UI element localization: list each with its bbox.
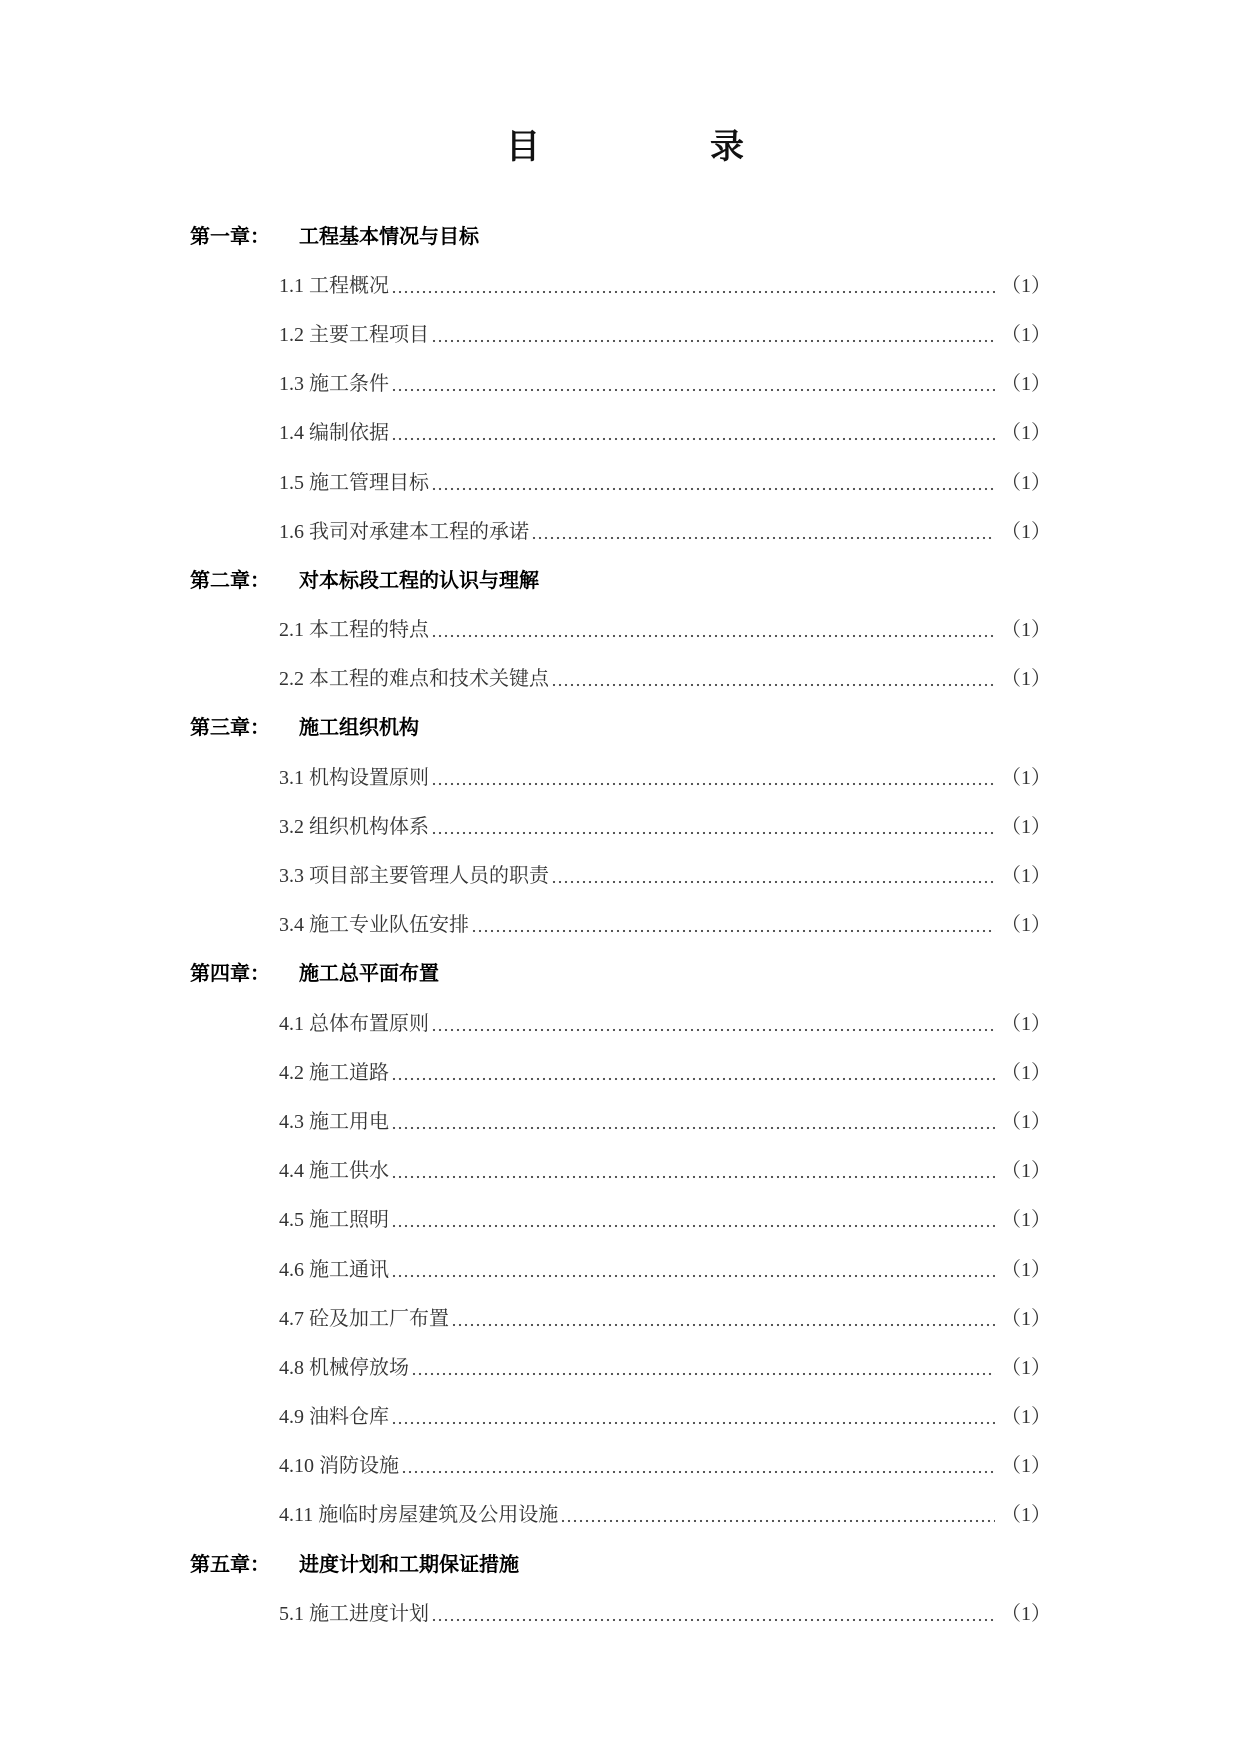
page-title bbox=[506, 127, 744, 167]
toc-entry bbox=[279, 901, 1051, 950]
dot-leader bbox=[391, 1224, 995, 1228]
toc-entry bbox=[279, 360, 1051, 409]
dot-leader bbox=[551, 880, 995, 884]
page-title-char: 目 bbox=[506, 128, 540, 166]
toc-entry bbox=[279, 261, 1051, 310]
toc-entry bbox=[279, 1393, 1051, 1442]
toc-entry bbox=[279, 310, 1051, 359]
toc-entry bbox=[279, 851, 1051, 900]
page-number: （1） bbox=[1001, 1258, 1051, 1281]
entry-title: 4.11 施临时房屋建筑及公用设施 bbox=[279, 1504, 559, 1527]
dot-leader bbox=[391, 388, 995, 392]
entry-title: 3.1 机构设置原则 bbox=[279, 766, 429, 789]
toc-entry bbox=[279, 1196, 1051, 1245]
page-number: （1） bbox=[1001, 619, 1051, 642]
entry-title: 4.6 施工通讯 bbox=[279, 1258, 389, 1281]
page-number: （1） bbox=[1001, 1356, 1051, 1379]
dot-leader bbox=[391, 1175, 995, 1179]
page-number: （1） bbox=[1001, 1209, 1051, 1232]
dot-leader bbox=[391, 437, 995, 441]
chapter-label: 第二章： bbox=[190, 569, 270, 592]
page-number: （1） bbox=[1001, 520, 1051, 543]
dot-leader bbox=[411, 1372, 995, 1376]
entry-title: 3.3 项目部主要管理人员的职责 bbox=[279, 865, 549, 888]
dot-leader bbox=[531, 536, 995, 540]
entry-title: 4.2 施工道路 bbox=[279, 1061, 389, 1084]
chapter-label: 第五章： bbox=[190, 1553, 270, 1576]
dot-leader bbox=[391, 1274, 995, 1278]
toc-entry bbox=[279, 999, 1051, 1048]
entry-title: 4.8 机械停放场 bbox=[279, 1356, 409, 1379]
toc-chapter-heading bbox=[190, 556, 1050, 605]
page-number: （1） bbox=[1001, 471, 1051, 494]
page-number: （1） bbox=[1001, 373, 1051, 396]
page-number: （1） bbox=[1001, 914, 1051, 937]
toc-entry bbox=[279, 458, 1051, 507]
page-number: （1） bbox=[1001, 1504, 1051, 1527]
toc-entry bbox=[279, 1491, 1051, 1540]
chapter-label: 第一章： bbox=[190, 225, 270, 248]
dot-leader bbox=[431, 487, 995, 491]
toc-entry bbox=[279, 1097, 1051, 1146]
toc-chapter-heading bbox=[190, 704, 1050, 753]
chapter-label: 第三章： bbox=[190, 717, 270, 740]
dot-leader bbox=[391, 1126, 995, 1130]
chapter-title: 工程基本情况与目标 bbox=[299, 225, 479, 248]
page-number: （1） bbox=[1001, 323, 1051, 346]
page-number: （1） bbox=[1001, 1160, 1051, 1183]
page-number: （1） bbox=[1001, 815, 1051, 838]
entry-title: 1.1 工程概况 bbox=[279, 274, 389, 297]
dot-leader bbox=[431, 339, 995, 343]
dot-leader bbox=[551, 683, 995, 687]
dot-leader bbox=[391, 1077, 995, 1081]
entry-title: 3.2 组织机构体系 bbox=[279, 815, 429, 838]
page-number: （1） bbox=[1001, 1602, 1051, 1625]
entry-title: 4.10 消防设施 bbox=[279, 1455, 399, 1478]
page-number: （1） bbox=[1001, 1307, 1051, 1330]
entry-title: 4.4 施工供水 bbox=[279, 1160, 389, 1183]
toc-entry bbox=[279, 655, 1051, 704]
toc-entry bbox=[279, 1245, 1051, 1294]
page-number: （1） bbox=[1001, 274, 1051, 297]
page-number: （1） bbox=[1001, 1455, 1051, 1478]
toc-chapter-heading bbox=[190, 212, 1050, 261]
chapter-title: 对本标段工程的认识与理解 bbox=[299, 569, 539, 592]
dot-leader bbox=[431, 831, 995, 835]
entry-title: 1.6 我司对承建本工程的承诺 bbox=[279, 520, 529, 543]
toc-entry bbox=[279, 802, 1051, 851]
dot-leader bbox=[451, 1323, 995, 1327]
page-number: （1） bbox=[1001, 1012, 1051, 1035]
chapter-title: 施工总平面布置 bbox=[299, 963, 439, 986]
page-number: （1） bbox=[1001, 422, 1051, 445]
chapter-label: 第四章： bbox=[190, 963, 270, 986]
dot-leader bbox=[560, 1519, 995, 1523]
dot-leader bbox=[431, 634, 995, 638]
chapter-title: 施工组织机构 bbox=[299, 717, 419, 740]
page-number: （1） bbox=[1001, 1110, 1051, 1133]
toc-entry bbox=[279, 1442, 1051, 1491]
entry-title: 1.5 施工管理目标 bbox=[279, 471, 429, 494]
entry-title: 4.9 油料仓库 bbox=[279, 1406, 389, 1429]
page-number: （1） bbox=[1001, 668, 1051, 691]
entry-title: 5.1 施工进度计划 bbox=[279, 1602, 429, 1625]
entry-title: 1.4 编制依据 bbox=[279, 422, 389, 445]
toc-chapter-heading bbox=[190, 950, 1050, 999]
page-number: （1） bbox=[1001, 1406, 1051, 1429]
toc-entry bbox=[279, 409, 1051, 458]
entry-title: 3.4 施工专业队伍安排 bbox=[279, 914, 469, 937]
dot-leader bbox=[431, 1618, 995, 1622]
entry-title: 2.1 本工程的特点 bbox=[279, 619, 429, 642]
entry-title: 4.3 施工用电 bbox=[279, 1110, 389, 1133]
dot-leader bbox=[391, 290, 995, 294]
chapter-title: 进度计划和工期保证措施 bbox=[299, 1553, 519, 1576]
toc-entry bbox=[279, 1048, 1051, 1097]
entry-title: 4.1 总体布置原则 bbox=[279, 1012, 429, 1035]
dot-leader bbox=[431, 1028, 995, 1032]
toc-entry bbox=[279, 753, 1051, 802]
page-number: （1） bbox=[1001, 865, 1051, 888]
page-title-char: 录 bbox=[710, 128, 744, 166]
entry-title: 4.7 砼及加工厂布置 bbox=[279, 1307, 449, 1330]
entry-title: 1.3 施工条件 bbox=[279, 373, 389, 396]
entry-title: 2.2 本工程的难点和技术关键点 bbox=[279, 668, 549, 691]
entry-title: 4.5 施工照明 bbox=[279, 1209, 389, 1232]
toc-entry bbox=[279, 1343, 1051, 1392]
dot-leader bbox=[471, 929, 995, 933]
page-number: （1） bbox=[1001, 1061, 1051, 1084]
toc-entry bbox=[279, 606, 1051, 655]
page-number: （1） bbox=[1001, 766, 1051, 789]
dot-leader bbox=[391, 1421, 995, 1425]
dot-leader bbox=[401, 1470, 995, 1474]
toc-entry bbox=[279, 1147, 1051, 1196]
toc-entry bbox=[279, 507, 1051, 556]
toc-entry bbox=[279, 1589, 1051, 1638]
toc-chapter-heading bbox=[190, 1540, 1050, 1589]
table-of-contents bbox=[0, 212, 1241, 1638]
toc-entry bbox=[279, 1294, 1051, 1343]
entry-title: 1.2 主要工程项目 bbox=[279, 323, 429, 346]
dot-leader bbox=[431, 782, 995, 786]
